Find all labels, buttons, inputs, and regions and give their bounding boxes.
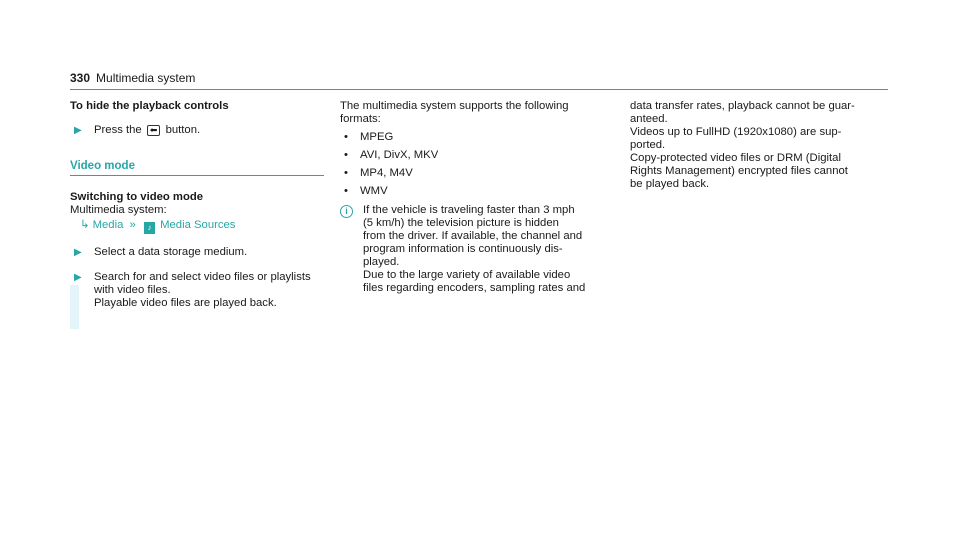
note-text [363, 204, 585, 295]
path-arrow-icon: ↳ [80, 219, 90, 231]
bullet-icon: • [344, 185, 348, 197]
hide-controls-heading: To hide the playback controls [70, 100, 229, 112]
triangle-right-icon: ▶ [74, 247, 82, 258]
body-line: data transfer rates, playback cannot be guar- [630, 100, 855, 112]
note-line: files regarding encoders, sampling rates and [363, 282, 586, 294]
page-number: 330 [70, 71, 91, 85]
format-label: MPEG [360, 131, 394, 143]
step-text-suffix: button. [165, 124, 201, 136]
triangle-right-icon: ▶ [74, 125, 82, 136]
note-line: program information is continuously dis- [363, 243, 563, 255]
navigation-path [70, 219, 328, 234]
list-item [340, 131, 602, 144]
info-note [340, 204, 602, 295]
step-select-storage [70, 246, 328, 259]
page-header [70, 72, 888, 88]
step-press-back [70, 124, 328, 137]
step-text [94, 124, 200, 137]
step-text: Select a data storage medium. [94, 246, 248, 258]
path-media[interactable]: Media [92, 219, 124, 231]
column-1 [70, 100, 328, 310]
column-3 [630, 100, 892, 191]
note-line: (5 km/h) the television picture is hidden [363, 217, 559, 229]
bullet-icon: • [344, 149, 348, 161]
list-item [340, 167, 602, 180]
body-line: Rights Management) encrypted files cannot [630, 165, 848, 177]
step-line: Search for and select video files or playlists [94, 271, 311, 283]
triangle-right-icon: ▶ [74, 272, 82, 283]
switching-heading: Switching to video mode [70, 191, 204, 203]
body-line: ported. [630, 139, 666, 151]
format-label: WMV [360, 185, 388, 197]
note-line: from the driver. If available, the channel and [363, 230, 583, 242]
system-label: Multimedia system: [70, 204, 167, 216]
chapter-title: Multimedia system [96, 71, 196, 85]
info-icon: i [340, 205, 353, 218]
path-media-sources[interactable]: Media Sources [160, 219, 236, 231]
body-line: anteed. [630, 113, 668, 125]
body-line: Videos up to FullHD (1920x1080) are sup- [630, 126, 842, 138]
step-search-videos [70, 271, 328, 310]
note-line: Due to the large variety of available video [363, 269, 571, 281]
section-rule [70, 175, 324, 176]
step-continuation-bar [70, 285, 79, 329]
bullet-icon: • [344, 131, 348, 143]
header-rule [70, 89, 888, 90]
media-device-icon: ♪ [144, 222, 155, 234]
format-label: AVI, DivX, MKV [360, 149, 439, 161]
step-text-prefix: Press the [94, 124, 142, 136]
intro-line: formats: [340, 113, 381, 125]
format-label: MP4, M4V [360, 167, 413, 179]
format-list [340, 131, 602, 198]
bullet-icon: • [344, 167, 348, 179]
list-item [340, 185, 602, 198]
step-text [94, 271, 311, 310]
column-2 [340, 100, 602, 295]
back-key-icon: ⬅ [147, 125, 161, 136]
video-mode-heading: Video mode [70, 160, 135, 172]
list-item [340, 149, 602, 162]
body-line: Copy-protected video files or DRM (Digital [630, 152, 841, 164]
intro-line: The multimedia system supports the following [340, 100, 569, 112]
step-line: with video files. [94, 284, 171, 296]
step-line: Playable video files are played back. [94, 297, 277, 309]
body-line: be played back. [630, 178, 710, 190]
note-line: If the vehicle is traveling faster than 3 mph [363, 204, 575, 216]
path-separator-icon: » [129, 219, 136, 231]
note-line: played. [363, 256, 400, 268]
